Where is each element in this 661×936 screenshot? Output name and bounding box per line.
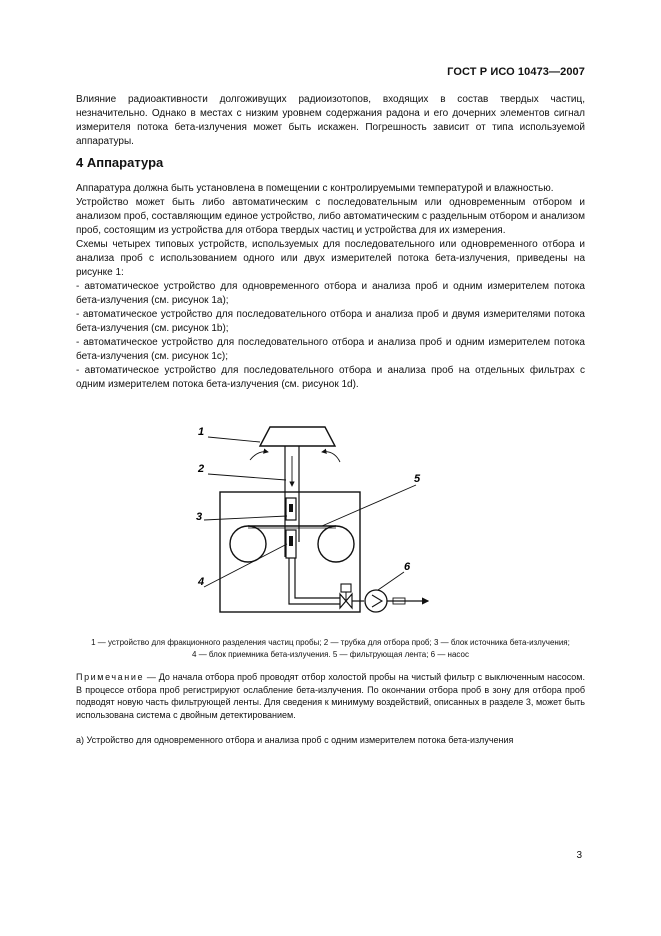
label-5: 5 [414,473,421,485]
note-block [76,671,585,721]
apparatus-diagram [190,422,470,622]
list-item-1c: - автоматическое устройство для последовательного отбора и анализа проб и одним измерителем потока бета-излучения (см. рисунок 1с); [76,337,585,362]
label-1: 1 [198,426,205,438]
paragraph-1: Аппаратура должна быть установлена в помещении с контролируемыми температурой и влажностью. [76,183,554,194]
leader-3 [204,516,287,520]
separator-head [260,427,335,446]
figure-caption [40,637,621,661]
page-number: 3 [576,850,582,861]
supply-reel [230,526,266,562]
leader-4 [204,544,287,587]
caption-line-1: 1 — устройство для фракционного разделения частиц пробы; 2 — трубка для отбора проб; 3 — блок источника бета-излучения; [91,638,570,647]
note-label: Примечание [76,672,145,682]
leader-2 [208,474,286,480]
leader-1 [208,437,260,442]
list-item-1b: - автоматическое устройство для последовательного отбора и анализа проб и двумя измерителями потока бета-излучения (см. рисунок 1b); [76,309,585,334]
list-item-1a: - автоматическое устройство для одновременного отбора и анализа проб и одним измерителем потока бета-излучения (см. рисунок 1а); [76,281,585,306]
airflow-arrow-left [250,452,268,460]
outlet-pipe [289,558,340,604]
label-6: 6 [404,561,411,573]
section-title: 4 Аппаратура [76,155,164,170]
label-3: 3 [196,511,203,523]
paragraph-2: Устройство может быть либо автоматическим с последовательным или одновременным отбором и анализом проб, составляющим единое устройство, либо автоматическим с раздельным отбором и анализом проб, состоящим из устройства для отбора твердых частиц и устройства для их измерения. [76,197,585,236]
label-2: 2 [198,463,205,475]
pump [365,590,387,612]
intro-text [76,93,585,149]
note-text: — До начала отбора проб проводят отбор холостой пробы на чистый фильтр с выключенным насосом. В процессе отбора проб регистрируют ослабление бета-излучения. По окончании отбора проб в зону для отбора проб подводят новую часть фильтрующей ленты. Для сведения к минимуму воздействий, описанных в разделе 3, может быть использована система с двойным детектированием. [76,672,585,720]
leader-5 [322,485,416,526]
diagram-svg [190,422,470,622]
label-4: 4 [198,576,205,588]
airflow-arrow-right [322,452,340,462]
caption-line-2: 4 — блок приемника бета-излучения. 5 — фильтрующая лента; 6 — насос [192,650,469,659]
document-header: ГОСТ Р ИСО 10473—2007 [447,66,585,78]
list-item-1d: - автоматическое устройство для последовательного отбора и анализа проб на отдельных фильтрах с одним измерителем потока бета-излучения (см. рисунок 1d). [76,365,585,390]
takeup-reel [318,526,354,562]
figure-title: а) Устройство для одновременного отбора и анализа проб с одним измерителем потока бета-излучения [76,735,514,745]
intro-paragraph: Влияние радиоактивности долгоживущих радиоизотопов, входящих в состав твердых частиц, незначительно. Однако в местах с низким уровнем содержания радона и его дочерних элементов сигнал измерителя потока бета-излучения может быть искажен. Погрешность зависит от типа используемой аппаратуры. [76,94,585,147]
leader-6 [378,572,404,590]
paragraph-3: Схемы четырех типовых устройств, используемых для последовательного или одновременного отбора и анализа проб с использованием одного или двух измерителей потока бета-излучения, приведены на рисунке 1: [76,239,585,278]
section-body [76,182,585,392]
